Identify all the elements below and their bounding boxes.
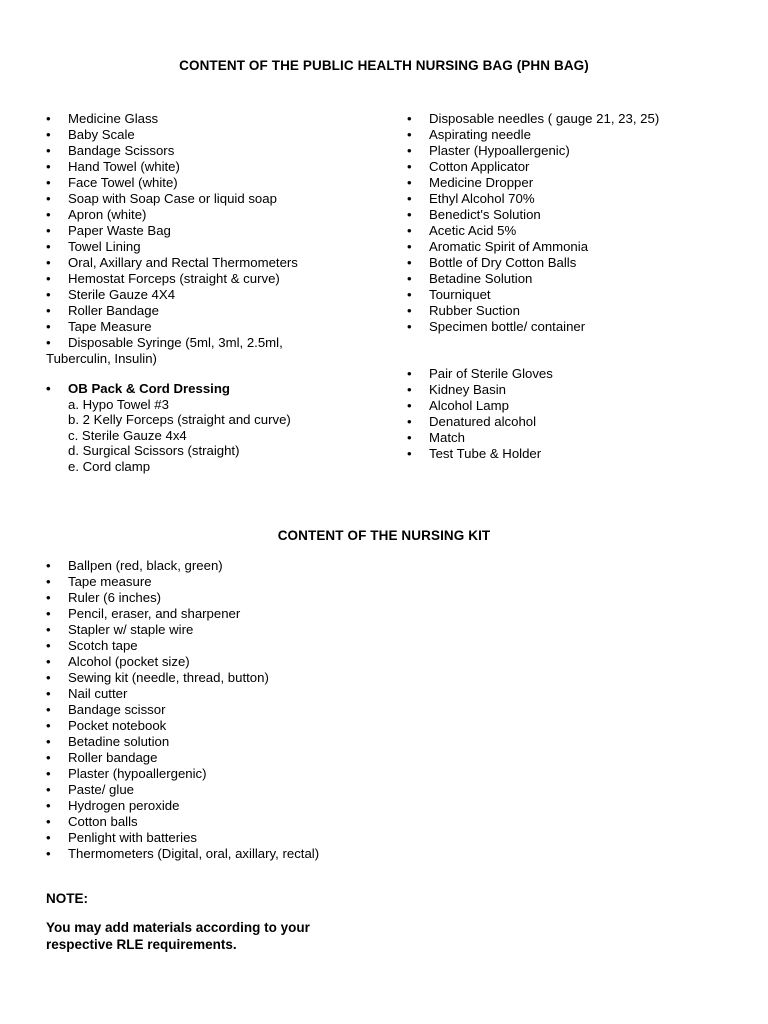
list-item: • Tourniquet bbox=[407, 287, 747, 303]
list-item: • Nail cutter bbox=[46, 686, 546, 702]
list-item: • Alcohol (pocket size) bbox=[46, 654, 546, 670]
list-item: • Ballpen (red, black, green) bbox=[46, 558, 546, 574]
list-item: • Tape Measure bbox=[46, 319, 336, 335]
list-item: • Baby Scale bbox=[46, 127, 336, 143]
note-text: You may add materials according to your respective RLE requirements. bbox=[46, 920, 310, 952]
list-item: • Cotton Applicator bbox=[407, 159, 747, 175]
list-item: • Pencil, eraser, and sharpener bbox=[46, 606, 546, 622]
list-item: • Bandage Scissors bbox=[46, 143, 336, 159]
list-item: • Hydrogen peroxide bbox=[46, 798, 546, 814]
list-item: • Bottle of Dry Cotton Balls bbox=[407, 255, 747, 271]
list-item: • Roller bandage bbox=[46, 750, 546, 766]
list-item: • Penlight with batteries bbox=[46, 830, 546, 846]
list-item: • Hemostat Forceps (straight & curve) bbox=[46, 271, 336, 287]
list-item: • Test Tube & Holder bbox=[407, 446, 747, 462]
sub-list-item: e. Cord clamp bbox=[68, 458, 151, 474]
sub-list-item: c. Sterile Gauze 4x4 bbox=[68, 427, 187, 443]
list-item: • Face Towel (white) bbox=[46, 175, 336, 191]
list-item: • Rubber Suction bbox=[407, 303, 747, 319]
list-item: • Specimen bottle/ container bbox=[407, 319, 747, 335]
list-item: • Alcohol Lamp bbox=[407, 398, 747, 414]
ob-pack-heading: • OB Pack & Cord Dressing bbox=[46, 381, 346, 397]
ob-pack-list bbox=[46, 381, 346, 397]
phn-bag-right-list bbox=[407, 111, 747, 335]
list-item: • Plaster (hypoallergenic) bbox=[46, 766, 546, 782]
list-item: • Pair of Sterile Gloves bbox=[407, 366, 747, 382]
list-item: • Betadine solution bbox=[46, 734, 546, 750]
list-item: • Bandage scissor bbox=[46, 702, 546, 718]
list-item: • Aromatic Spirit of Ammonia bbox=[407, 239, 747, 255]
list-item: • Match bbox=[407, 430, 747, 446]
list-item: • Sewing kit (needle, thread, button) bbox=[46, 670, 546, 686]
nursing-kit-list bbox=[46, 558, 546, 862]
list-item: • Ethyl Alcohol 70% bbox=[407, 191, 747, 207]
sub-list-item: b. 2 Kelly Forceps (straight and curve) bbox=[68, 412, 291, 428]
list-item: • Denatured alcohol bbox=[407, 414, 747, 430]
list-item: • Cotton balls bbox=[46, 814, 546, 830]
list-item: • Betadine Solution bbox=[407, 271, 747, 287]
list-item: • Pocket notebook bbox=[46, 718, 546, 734]
list-item: • Sterile Gauze 4X4 bbox=[46, 287, 336, 303]
list-item: • Tape measure bbox=[46, 574, 546, 590]
list-item: • Soap with Soap Case or liquid soap bbox=[46, 191, 336, 207]
sub-list-item: a. Hypo Towel #3 bbox=[68, 397, 169, 412]
list-item: • Benedict's Solution bbox=[407, 207, 747, 223]
phn-bag-right-list-2 bbox=[407, 366, 747, 462]
list-item: • Towel Lining bbox=[46, 239, 336, 255]
list-item: • Stapler w/ staple wire bbox=[46, 622, 546, 638]
list-item: • Kidney Basin bbox=[407, 382, 747, 398]
list-item: • Disposable Syringe (5ml, 3ml, 2.5ml, Tuberculin, Insulin) bbox=[46, 335, 336, 367]
list-item: • Paste/ glue bbox=[46, 782, 546, 798]
list-item: • Paper Waste Bag bbox=[46, 223, 336, 239]
list-item: • Hand Towel (white) bbox=[46, 159, 336, 175]
list-item: • Apron (white) bbox=[46, 207, 336, 223]
list-item: • Acetic Acid 5% bbox=[407, 223, 747, 239]
note-heading: NOTE: bbox=[46, 891, 88, 906]
list-item: • Disposable needles ( gauge 21, 23, 25) bbox=[407, 111, 747, 127]
list-item: • Medicine Glass bbox=[46, 111, 336, 127]
list-item: • Medicine Dropper bbox=[407, 175, 747, 191]
list-item: • Oral, Axillary and Rectal Thermometers bbox=[46, 255, 336, 271]
ob-pack-sublist bbox=[68, 397, 291, 474]
list-item: • Ruler (6 inches) bbox=[46, 590, 546, 606]
list-item: • Plaster (Hypoallergenic) bbox=[407, 143, 747, 159]
nursing-kit-title: CONTENT OF THE NURSING KIT bbox=[277, 528, 491, 543]
list-item: • Aspirating needle bbox=[407, 127, 747, 143]
list-item: • Thermometers (Digital, oral, axillary, rectal) bbox=[46, 846, 546, 862]
phn-bag-title: CONTENT OF THE PUBLIC HEALTH NURSING BAG (PHN BAG) bbox=[179, 58, 589, 73]
list-item: • Scotch tape bbox=[46, 638, 546, 654]
sub-list-item: d. Surgical Scissors (straight) bbox=[68, 443, 240, 459]
list-item: • Roller Bandage bbox=[46, 303, 336, 319]
phn-bag-left-list bbox=[46, 111, 336, 367]
